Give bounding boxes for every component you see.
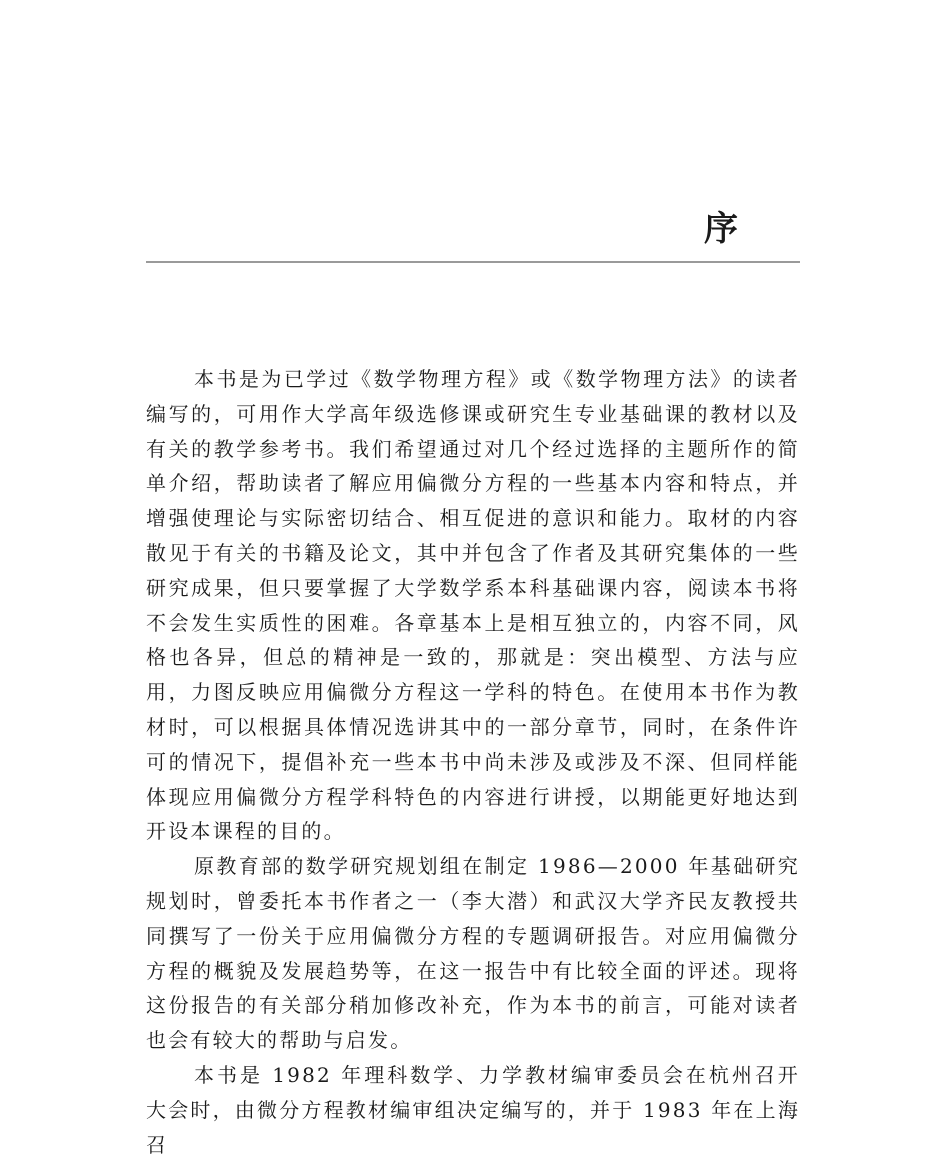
chapter-title: 序 <box>704 209 738 249</box>
title-divider <box>146 261 800 263</box>
paragraph: 本书是为已学过《数学物理方程》或《数学物理方法》的读者编写的，可用作大学高年级选修课或研究生专业基础课的教材以及有关的教学参考书。我们希望通过对几个经过选择的主题所作的简单介绍，帮助读者了解应用偏微分方程的一些基本内容和特点，并增强使理论与实际密切结合、相互促进的意识和能力。取材的内容散见于有关的书籍及论文，其中并包含了作者及其研究集体的一些研究成果，但只要掌握了大学数学系本科基础课内容，阅读本书将不会发生实质性的困难。各章基本上是相互独立的，内容不同，风格也各异，但总的精神是一致的，那就是：突出模型、方法与应用，力图反映应用偏微分方程这一学科的特色。在使用本书作为教材时，可以根据具体情况选讲其中的一部分章节，同时，在条件许可的情况下，提倡补充一些本书中尚未涉及或涉及不深、但同样能体现应用偏微分方程学科特色的内容进行讲授，以期能更好地达到开设本课程的目的。 <box>146 367 800 844</box>
paragraph: 原教育部的数学研究规划组在制定 1986—2000 年基础研究规划时，曾委托本书作者之一（李大潜）和武汉大学齐民友教授共同撰写了一份关于应用偏微分方程的专题调研报告。对应用偏微分方程的概貌及发展趋势等，在这一报告中有比较全面的评述。现将这份报告的有关部分稍加修改补充，作为本书的前言，可能对读者也会有较大的帮助与启发。 <box>146 854 800 1053</box>
preface-body <box>146 362 800 1162</box>
paragraph: 本书是 1982 年理科数学、力学教材编审委员会在杭州召开大会时，由微分方程教材编审组决定编写的，并于 1983 年在上海召 <box>146 1062 801 1157</box>
